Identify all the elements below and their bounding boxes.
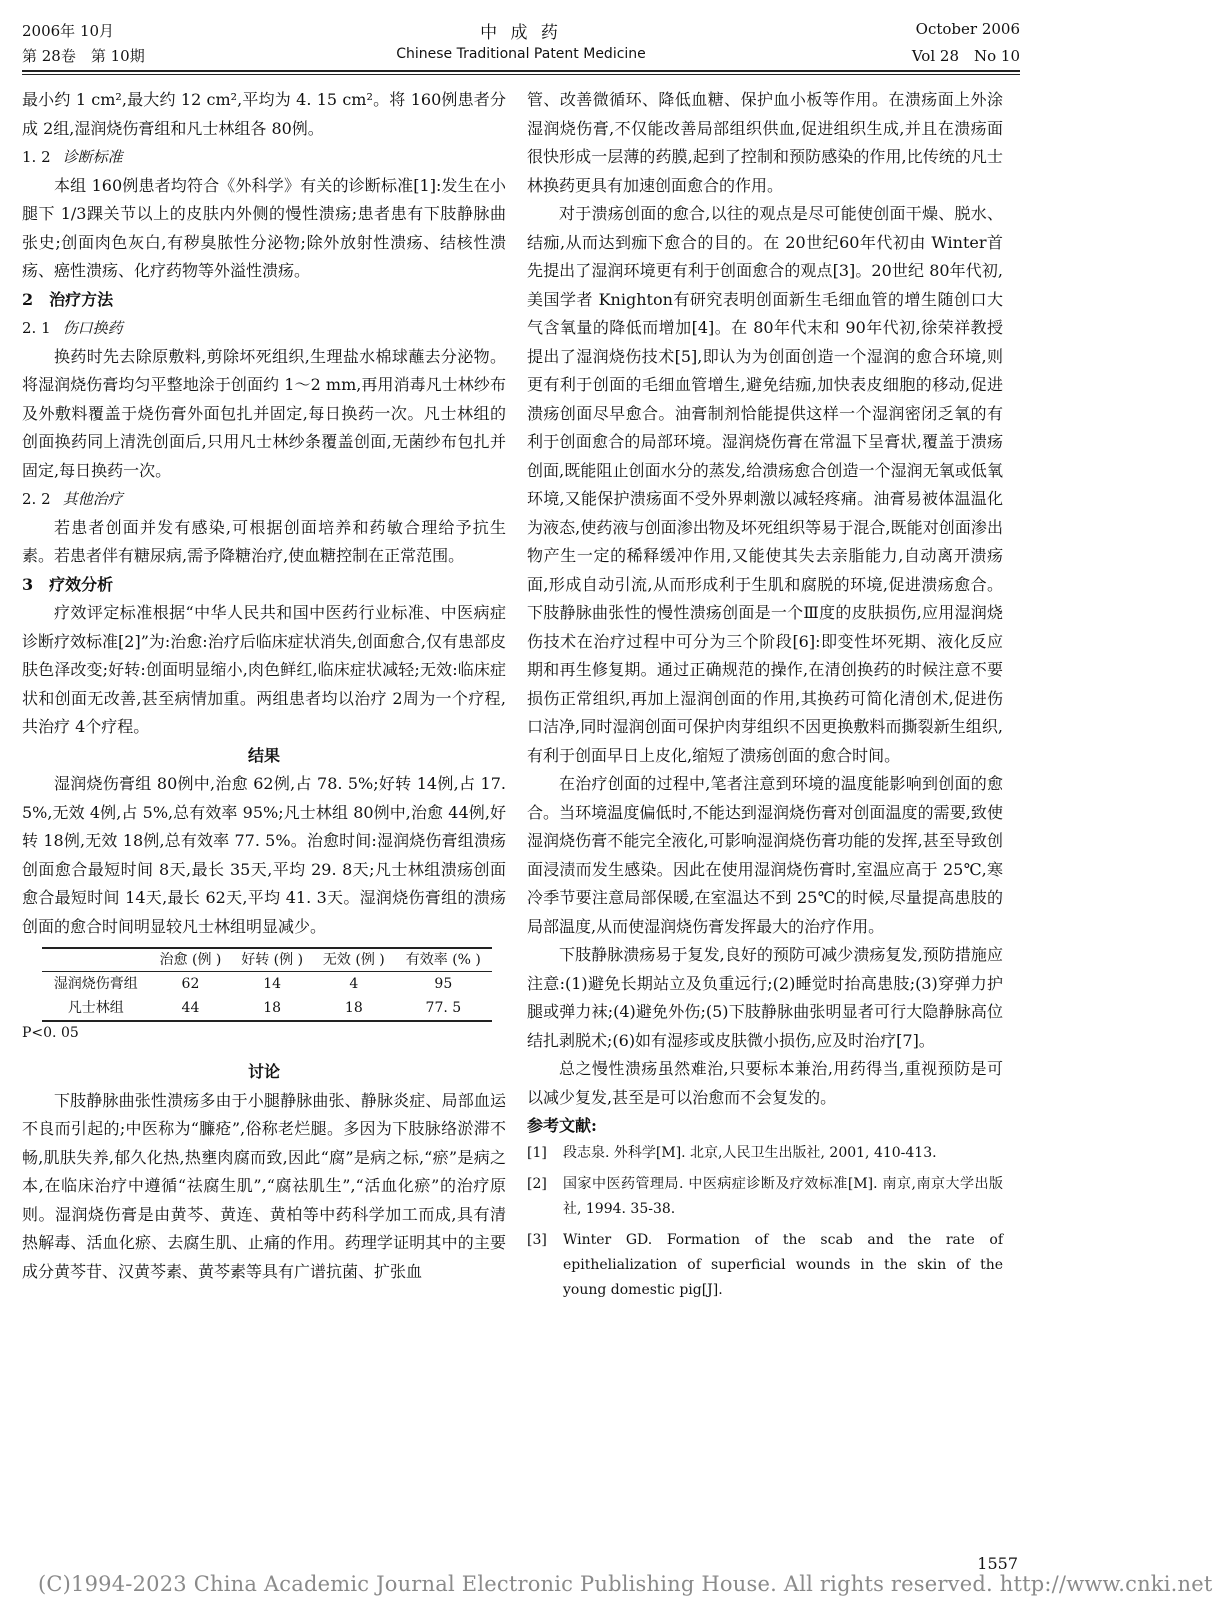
section-3-heading: 3 疗效分析 <box>22 574 114 594</box>
table-header-cell: 好转 (例 ) <box>231 948 313 972</box>
paragraph-other-treatment: 若患者创面并发有感染,可根据创面培养和药敏合理给予抗生素。若患者伴有糖尿病,需予降糖治疗,使血糖控制在正常范围。 <box>22 517 506 565</box>
left-column <box>22 86 506 1286</box>
reference-item <box>527 1141 1003 1166</box>
discussion-heading: 讨论 <box>247 1062 280 1081</box>
reference-text: 国家中医药管理局. 中医病症诊断及疗效标准[M]. 南京,南京大学出版社, 1994. 35-38. <box>563 1175 1003 1217</box>
reference-number: [2] <box>527 1175 547 1192</box>
section-2-2-heading <box>22 485 506 514</box>
results-heading: 结果 <box>247 745 280 765</box>
table-cell: 95 <box>434 976 453 992</box>
paragraph-discussion-2: 对于溃疡创面的愈合,以往的观点是尽可能使创面干燥、脱水、结痂,从而达到痂下愈合的目的。在 20世纪60年代初由 Winter首先提出了湿润环境更有利于创面愈合的观点[3]。20世纪 80年代初,美国学者 Knighton有研究表明创面新生毛细血管的增生随创口大气含氧量的降低而增加[4]。在 80年代末和 90年代初,徐荣祥教授提出了湿润烧伤技术[5],即认为为创面创造一个湿润的愈合环境,则更有利于创面的毛细血管增生,避免结痂,加快表皮细胞的移动,促进溃疡创面尽早愈合。油膏制剂恰能提供这样一个湿润密闭乏氧的有利于创面愈合的局部环境。湿润烧伤膏在常温下呈膏状,覆盖于溃疡创面,既能阻止创面水分的蒸发,给溃疡愈合创造一个湿润无氧或低氧环境,又能保护溃疡面不受外界刺激以减轻疼痛。油膏易被体温温化为液态,使药液与创面渗出物及坏死组织等易于混合,既能对创面渗出物产生一定的稀释缓冲作用,又能使其失去亲脂能力,自动离开溃疡面,形成自动引流,从而形成利于生肌和腐脱的环境,促进溃疡愈合。下肢静脉曲张性的慢性溃疡创面是一个Ⅲ度的皮肤损伤,应用湿润烧伤技术在治疗过程中可分为三个阶段[6]:即变性坏死期、液化反应期和再生修复期。通过正确规范的操作,在清创换药的时候注意不要损伤正常组织,再加上湿润创面的作用,其换药可简化清创术,促进伤口洁净,同时湿润创面可保护肉芽组织不因更换敷料而撕裂新生组织,有利于创面早日上皮化,缩短了溃疡创面的愈合时间。 <box>527 204 1003 765</box>
section-2-1-heading <box>22 314 506 343</box>
table-cell: 62 <box>181 976 200 992</box>
reference-text: 段志泉. 外科学[M]. 北京,人民卫生出版社, 2001, 410-413. <box>563 1144 937 1161</box>
table-cell: 44 <box>150 996 232 1021</box>
header-journal-en: Chinese Traditional Patent Medicine <box>396 46 646 62</box>
table-row <box>42 972 492 997</box>
paragraph-results: 湿润烧伤膏组 80例中,治愈 62例,占 78. 5%;好转 14例,占 17. 5%,无效 4例,占 5%,总有效率 95%;凡士林组 80例中,治愈 44例,好转 18例,无效 18例,总有效率 77. 5%。治愈时间:湿润烧伤膏组溃疡创面愈合最短时间 8天,最长 35天,平均 29. 8天;凡士林组溃疡创面愈合最短时间 14天,最长 62天,平均 41. 3天。湿润烧伤膏组的溃疡创面的愈合时间明显较凡士林组明显减少。 <box>22 774 506 936</box>
paragraph-discussion-3: 在治疗创面的过程中,笔者注意到环境的温度能影响到创面的愈合。当环境温度偏低时,不能达到湿润烧伤膏对创面温度的需要,致使湿润烧伤膏不能完全液化,可影响湿润烧伤膏功能的发挥,甚至导致创面浸渍而发生感染。因此在使用湿润烧伤膏时,室温应高于 25℃,寒冷季节要注意局部保暖,在室温达不到 25℃的时候,尽量提高患肢的局部温度,从而使湿润烧伤膏发挥最大的治疗作用。 <box>527 774 1003 936</box>
section-number: 2. 2 <box>22 490 51 508</box>
table-cell: 湿润烧伤膏组 <box>53 976 138 992</box>
header-volume-cn: 第 28卷 第 10期 <box>22 47 145 65</box>
paragraph-diagnosis: 本组 160例患者均符合《外科学》有关的诊断标准[1]:发生在小腿下 1/3踝关节以上的皮肤内外侧的慢性溃疡;患者患有下肢静脉曲张史;创面肉色灰白,有秽臭脓性分泌物;除外放射性溃疡、结核性溃疡、癌性溃疡、化疗药物等外溢性溃疡。 <box>22 175 506 280</box>
header-date-en: October 2006 <box>915 20 1020 38</box>
reference-item <box>527 1172 1003 1222</box>
table-cell: 4 <box>349 976 359 992</box>
section-1-2-heading <box>22 143 506 172</box>
paragraph-discussion-1: 下肢静脉曲张性溃疡多由于小腿静脉曲张、静脉炎症、局部血运不良而引起的;中医称为“臁疮”,俗称老烂腿。多因为下肢脉络淤滞不畅,肌肤失养,郁久化热,热壅肉腐而致,因此“腐”是病之标,“瘀”是病之本,在临床治疗中遵循“祛腐生肌”,“腐祛肌生”,“活血化瘀”的治疗原则。湿润烧伤膏是由黄芩、黄连、黄柏等中药科学加工而成,具有清热解毒、活血化瘀、去腐生肌、止痛的作用。药理学证明其中的主要成分黄芩苷、汉黄芩素、黄芩素等具有广谱抗菌、扩张血 <box>22 1090 506 1281</box>
table-header-cell: 无效 (例 ) <box>313 948 395 972</box>
paragraph-discussion-1-continued: 管、改善微循环、降低血糖、保护血小板等作用。在溃疡面上外涂湿润烧伤膏,不仅能改善局部组织供血,促进组织生成,并且在溃疡面很快形成一层薄的药膜,起到了控制和预防感染的作用,比传统的凡士林换药更具有加速创面愈合的作用。 <box>527 90 1003 195</box>
header-volume-en: Vol 28 No 10 <box>911 47 1020 65</box>
table-row <box>42 996 492 1021</box>
reference-text: Winter GD. Formation of the scab and the rate of epithelialization of superficial wounds in the skin of the young domestic pig[J]. <box>563 1231 1003 1298</box>
references-heading: 参考文献: <box>527 1116 597 1135</box>
section-number: 2. 1 <box>22 319 51 337</box>
table-cell: 18 <box>231 996 313 1021</box>
table-header-cell <box>42 948 150 972</box>
section-2-heading: 2 治疗方法 <box>22 289 114 309</box>
table-header-cell: 有效率 (% ) <box>395 948 492 972</box>
reference-number: [3] <box>527 1231 547 1248</box>
paragraph-evaluation: 疗效评定标准根据“中华人民共和国中医药行业标准、中医病症诊断疗效标准[2]”为:治愈:治疗后临床症状消失,创面愈合,仅有患部皮肤色泽改变;好转:创面明显缩小,肉色鲜红,临床症状减轻;无效:临床症状和创面无改善,甚至病情加重。两组患者均以治疗 2周为一个疗程,共治疗 4个疗程。 <box>22 603 506 736</box>
table-note: P<0. 05 <box>22 1025 79 1041</box>
right-column <box>527 86 1003 1309</box>
section-number: 1. 2 <box>22 148 51 166</box>
table-cell: 77. 5 <box>395 996 492 1021</box>
paragraph-discussion-5: 总之慢性溃疡虽然难治,只要标本兼治,用药得当,重视预防是可以减少复发,甚至是可以治愈而不会复发的。 <box>527 1059 1003 1107</box>
page-number: 1557 <box>977 1554 1018 1573</box>
header-date-cn: 2006年 10月 <box>22 22 115 40</box>
copyright-footer: (C)1994-2023 China Academic Journal Electronic Publishing House. All rights reserved. http://www.cnki.net <box>38 1572 1213 1596</box>
table-cell: 18 <box>313 996 395 1021</box>
running-header <box>22 14 1020 66</box>
reference-number: [1] <box>527 1144 547 1161</box>
results-table <box>42 947 492 1022</box>
section-title: 其他治疗 <box>62 490 123 508</box>
table-cell: 凡士林组 <box>42 996 150 1021</box>
header-journal-cn: 中 成 药 <box>480 23 562 43</box>
section-title: 伤口换药 <box>62 319 123 337</box>
paragraph-intro: 最小约 1 cm²,最大约 12 cm²,平均为 4. 15 cm²。将 160例患者分成 2组,湿润烧伤膏组和凡士林组各 80例。 <box>22 90 506 138</box>
table-cell: 14 <box>263 976 282 992</box>
header-rule <box>22 70 1020 72</box>
paragraph-discussion-4: 下肢静脉溃疡易于复发,良好的预防可减少溃疡复发,预防措施应注意:(1)避免长期站立及负重远行;(2)睡觉时抬高患肢;(3)穿弹力护腿或弹力袜;(4)避免外伤;(5)下肢静脉曲张明显者可行大隐静脉高位结扎剥脱术;(6)如有湿疹或皮肤微小损伤,应及时治疗[7]。 <box>527 945 1003 1050</box>
paragraph-dressing: 换药时先去除原敷料,剪除坏死组织,生理盐水棉球蘸去分泌物。将湿润烧伤膏均匀平整地涂于创面约 1～2 mm,再用消毒凡士林纱布及外敷料覆盖于烧伤膏外面包扎并固定,每日换药一次。凡士林组的创面换药同上清洗创面后,只用凡士林纱条覆盖创面,无菌纱布包扎并固定,每日换药一次。 <box>22 346 506 480</box>
table-header-cell: 治愈 (例 ) <box>150 948 232 972</box>
section-title: 诊断标准 <box>62 148 123 166</box>
header-rule-thin <box>22 74 1020 75</box>
reference-item <box>527 1228 1003 1303</box>
